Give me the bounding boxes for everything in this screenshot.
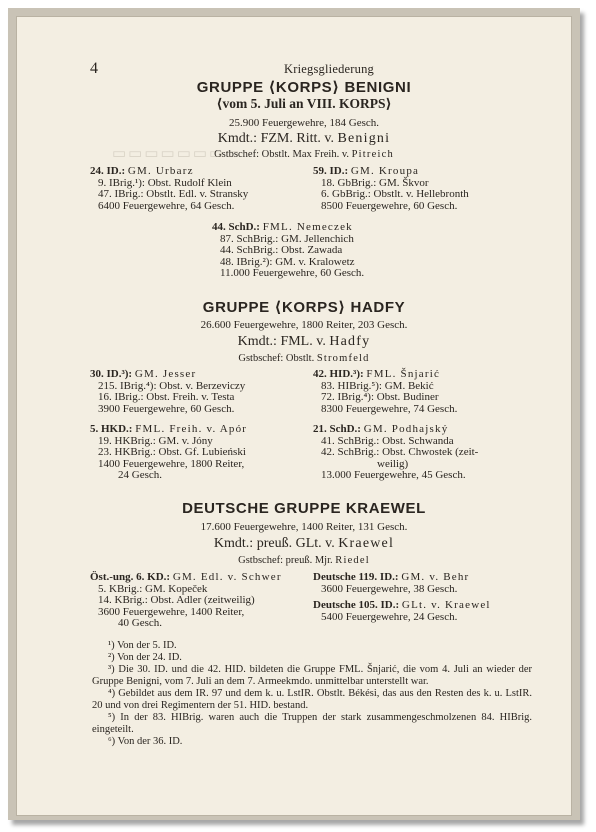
group-strength-kraewel: 17.600 Feuergewehre, 1400 Reiter, 131 Gesch. — [200, 521, 408, 533]
division-line: 72. IBrig.⁴): Obst. Budiner — [321, 391, 439, 403]
footnote-5: ⁵) In der 83. HIBrig. waren auch die Truppen der stark zusammengeschmolzenen 84. HIBrig. eingeteilt. — [92, 712, 532, 735]
chief-of-staff-benigni: Gstbschef: Obstlt. Max Freih. v. Pitreich — [214, 149, 394, 160]
division-head: 5. HKD.: FML. Freih. v. Apór — [90, 423, 248, 435]
division-line: 11.000 Feuergewehre, 60 Gesch. — [220, 267, 365, 279]
division-line: 83. HIBrig.⁵): GM. Bekić — [321, 379, 434, 392]
footnote-6: ⁶) Von der 36. ID. — [108, 736, 183, 747]
division-head: 24. ID.: GM. Urbarz — [90, 165, 194, 177]
division-block-24id — [90, 166, 248, 212]
footnotes — [92, 640, 532, 748]
division-head: Öst.-ung. 6. KD.: GM. Edl. v. Schwer — [90, 571, 282, 583]
division-block-21schd — [313, 424, 478, 482]
running-head: Kriegsgliederung — [284, 62, 374, 76]
division-line: 215. IBrig.⁴): Obst. v. Berzeviczy — [98, 379, 246, 392]
division-line: 16. IBrig.: Obst. Freih. v. Testa — [98, 391, 235, 403]
chief-of-staff-hadfy: Gstbschef: Obstlt. Stromfeld — [238, 353, 370, 364]
footnote-2: ²) Von der 24. ID. — [108, 652, 182, 663]
division-head: Deutsche 105. ID.: GLt. v. Kraewel — [313, 599, 491, 611]
document-page — [16, 16, 572, 816]
division-line: 48. IBrig.²): GM. v. Kralowetz — [220, 255, 355, 268]
division-line: 5. KBrig.: GM. Kopeček — [98, 582, 208, 595]
division-block-6kd — [90, 572, 282, 630]
division-line: 1400 Feuergewehre, 1800 Reiter, — [98, 457, 245, 470]
footnote-1: ¹) Von der 5. ID. — [108, 640, 177, 651]
division-line: 6400 Feuergewehre, 64 Gesch. — [98, 199, 235, 212]
division-line: 47. IBrig.: Obstlt. Edl. v. Stransky — [98, 188, 249, 200]
group-title-benigni: GRUPPE ⟨KORPS⟩ BENIGNI — [196, 79, 412, 96]
division-block-59id — [313, 166, 469, 212]
group-strength-benigni: 25.900 Feuergewehre, 184 Gesch. — [228, 117, 380, 129]
division-block-119id — [313, 572, 469, 595]
group-subtitle-benigni: ⟨vom 5. Juli an VIII. KORPS⟩ — [216, 96, 392, 111]
division-line: 3600 Feuergewehre, 38 Gesch. — [321, 582, 458, 595]
division-line: 44. SchBrig.: Obst. Zawada — [220, 244, 343, 256]
division-line: 23. HKBrig.: Obst. Gf. Lubieński — [98, 446, 246, 458]
division-line: 41. SchBrig.: Obst. Schwanda — [321, 434, 454, 447]
division-line: 3600 Feuergewehre, 1400 Reiter, — [98, 605, 245, 618]
division-head: 44. SchD.: FML. Nemeczek — [212, 221, 353, 233]
division-line: 13.000 Feuergewehre, 45 Gesch. — [321, 469, 466, 481]
commander-hadfy: Kmdt.: FML. v. Hadfy — [237, 334, 371, 349]
division-line: 5400 Feuergewehre, 24 Gesch. — [321, 610, 458, 623]
group-title-hadfy: GRUPPE ⟨KORPS⟩ HADFY — [202, 299, 406, 316]
division-line: 87. SchBrig.: GM. Jellenchich — [220, 232, 354, 245]
group-strength-hadfy: 26.600 Feuergewehre, 1800 Reiter, 203 Gesch. — [200, 319, 408, 331]
division-head: 42. HID.³): FML. Šnjarić — [313, 368, 441, 380]
show-through-text: ▭▭▭▭▭▭▭▭ — [112, 145, 242, 162]
division-line: 14. KBrig.: Obst. Adler (zeitweilig) — [98, 594, 255, 606]
division-line: 8300 Feuergewehre, 74 Gesch. — [321, 402, 458, 415]
footnote-4: ⁴) Gebildet aus dem IR. 97 und dem k. u. LstIR. Obstlt. Békési, das aus den Resten des k. u. LstIR. 20 und von drei Regimentern der 51. HID. bestand. — [92, 688, 532, 711]
chief-of-staff-kraewel: Gstbschef: preuß. Mjr. Riedel — [238, 555, 370, 566]
division-line: 9. IBrig.¹): Obst. Rudolf Klein — [98, 176, 232, 189]
commander-kraewel: Kmdt.: preuß. GLt. v. Kraewel — [213, 536, 395, 551]
commander-benigni: Kmdt.: FZM. Ritt. v. Benigni — [217, 131, 391, 146]
division-block-5hkd — [90, 424, 247, 482]
division-line: 6. GbBrig.: Obstlt. v. Hellebronth — [321, 188, 469, 200]
division-line: 19. HKBrig.: GM. v. Jóny — [98, 434, 213, 447]
division-head: 21. SchD.: GM. Podhajský — [313, 423, 449, 435]
page-number: 4 — [90, 60, 98, 77]
division-block-42hid — [313, 369, 457, 415]
division-line: 24 Gesch. — [118, 469, 162, 481]
division-line: 42. SchBrig.: Obst. Chwostek (zeit- — [321, 446, 479, 458]
division-head: Deutsche 119. ID.: GM. v. Behr — [313, 571, 470, 583]
division-line: 8500 Feuergewehre, 60 Gesch. — [321, 199, 458, 212]
division-head: 30. ID.³): GM. Jesser — [90, 368, 197, 380]
division-line: weilig) — [377, 457, 409, 470]
footnote-3: ³) Die 30. ID. und die 42. HID. bildeten die Gruppe FML. Šnjarić, die vom 4. Juli an wieder der Gruppe Benigni, vom 7. Juli an dem 7. Armeekmdo. unmittelbar unterstellt war. — [92, 664, 532, 687]
division-line: 40 Gesch. — [118, 617, 162, 629]
division-line: 3900 Feuergewehre, 60 Gesch. — [98, 402, 235, 415]
division-block-30id — [90, 369, 245, 415]
group-title-kraewel: DEUTSCHE GRUPPE KRAEWEL — [182, 500, 426, 517]
division-line: 18. GbBrig.: GM. Škvor — [321, 176, 429, 189]
division-block-44schd — [212, 222, 364, 280]
division-head: 59. ID.: GM. Kroupa — [313, 165, 420, 177]
division-block-105id — [313, 600, 491, 623]
